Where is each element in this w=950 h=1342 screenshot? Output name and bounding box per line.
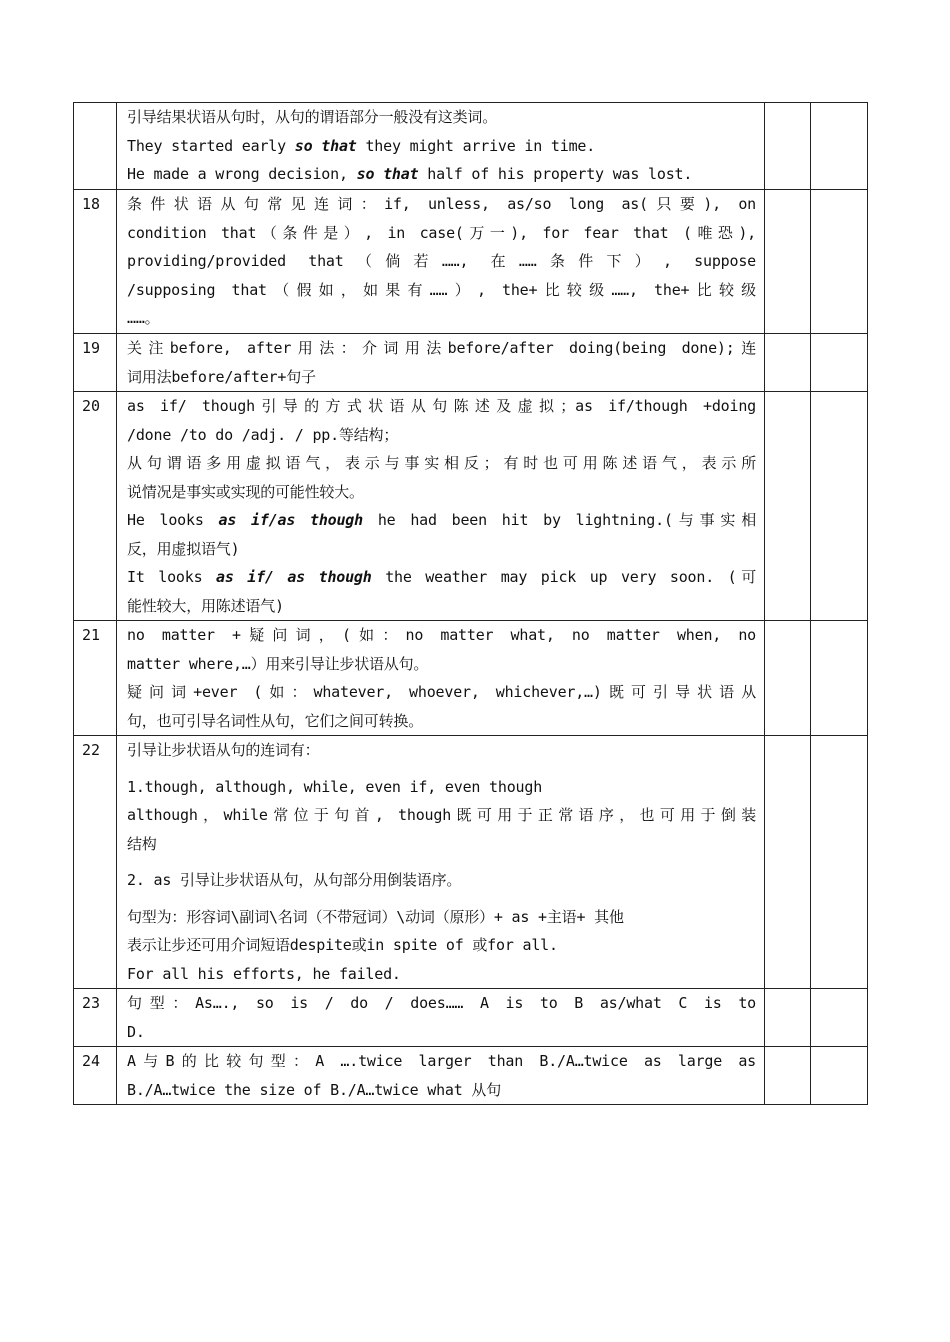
content-line: although，while常位于句首, though既可用于正常语序，也可用于倒装 (127, 806, 756, 824)
content-line: A与B的比较句型：A ….twice larger than B./A…twice as large as (127, 1052, 756, 1070)
row-content (117, 989, 765, 1047)
content-line: 句，也可引导名词性从句，它们之间可转换。 (127, 711, 424, 730)
row-number: 18 (74, 190, 117, 334)
example-line: It looks as if/ as though the weather may pick up very soon. (可 (127, 568, 756, 586)
content-line: B./A…twice the size of B./A…twice what 从句 (127, 1080, 502, 1099)
content-line: For all his efforts, he failed. (127, 964, 401, 983)
empty-cell (765, 334, 811, 392)
row-number: 22 (74, 736, 117, 989)
row-number (74, 103, 117, 190)
keyword-emphasis: so that (356, 165, 419, 183)
row-content (117, 736, 765, 989)
empty-cell (811, 736, 868, 989)
table-row (74, 392, 868, 621)
empty-cell (811, 621, 868, 736)
row-number: 23 (74, 989, 117, 1047)
content-line: providing/provided that（倘若……, 在……条件下）, suppose (127, 252, 756, 270)
empty-cell (811, 1047, 868, 1105)
keyword-emphasis: as if/as though (218, 511, 363, 529)
empty-cell (765, 621, 811, 736)
row-content (117, 334, 765, 392)
empty-cell (765, 736, 811, 989)
content-line: 关注before, after用法：介词用法before/after doing(being done);连 (127, 339, 756, 357)
row-content (117, 392, 765, 621)
content-line: no matter +疑问词，(如：no matter what, no matter when, no (127, 626, 756, 644)
table-row (74, 1047, 868, 1105)
empty-cell (811, 103, 868, 190)
empty-cell (811, 392, 868, 621)
content-line: 表示让步还可用介词短语despite或in spite of 或for all. (127, 936, 558, 954)
table-row (74, 621, 868, 736)
table-row (74, 736, 868, 989)
empty-cell (765, 103, 811, 190)
row-content (117, 103, 765, 190)
content-line: 引导结果状语从句时，从句的谓语部分一般没有这类词。 (127, 108, 498, 126)
row-content (117, 621, 765, 736)
empty-cell (765, 392, 811, 621)
example-line: He looks as if/as though he had been hit by lightning.(与事实相 (127, 511, 756, 529)
content-line: 引导让步状语从句的连词有： (127, 741, 320, 759)
content-line: 说情况是事实或实现的可能性较大。 (127, 482, 364, 501)
content-line: 结构 (127, 834, 157, 853)
content-line: 能性较大，用陈述语气) (127, 596, 284, 615)
keyword-emphasis: so that (294, 136, 357, 155)
content-line: 2. as 引导让步状语从句，从句部分用倒装语序。 (127, 871, 462, 889)
content-line: matter where,…）用来引导让步状语从句。 (127, 654, 429, 673)
content-line: 疑问词+ever (如：whatever, whoever, whichever,…)既可引导状语从 (127, 683, 756, 701)
keyword-emphasis: as if/ as though (216, 568, 372, 586)
content-line: as if/ though引导的方式状语从句陈述及虚拟；as if/though +doing (127, 397, 756, 415)
content-line: /done /to do /adj. / pp.等结构； (127, 425, 399, 444)
row-number: 20 (74, 392, 117, 621)
table-row (74, 190, 868, 334)
content-line: 从句谓语多用虚拟语气，表示与事实相反；有时也可用陈述语气，表示所 (127, 454, 756, 472)
table-row (74, 989, 868, 1047)
row-content (117, 190, 765, 334)
content-line: condition that（条件是）, in case(万一), for fear that (唯恐), (127, 223, 756, 242)
content-line: 条件状语从句常见连词：if, unless, as/so long as(只要), on (127, 195, 756, 213)
content-line: ……。 (127, 309, 160, 327)
example-line: They started early so that they might arrive in time. (127, 136, 596, 155)
empty-cell (765, 1047, 811, 1105)
table-row (74, 334, 868, 392)
example-line: He made a wrong decision, so that half of his property was lost. (127, 165, 693, 183)
row-number: 24 (74, 1047, 117, 1105)
content-line: D. (127, 1022, 145, 1041)
empty-cell (811, 334, 868, 392)
content-line: 句型为：形容词\副词\名词（不带冠词）\动词（原形）+ as +主语+ 其他 (127, 907, 624, 926)
row-content (117, 1047, 765, 1105)
grammar-table (73, 102, 868, 1105)
content-line: 反，用虚拟语气) (127, 539, 240, 558)
row-number: 21 (74, 621, 117, 736)
empty-cell (765, 190, 811, 334)
table-row (74, 103, 868, 190)
content-line: 词用法before/after+句子 (127, 367, 316, 386)
empty-cell (811, 190, 868, 334)
empty-cell (811, 989, 868, 1047)
content-line: 1.though, although, while, even if, even though (127, 777, 543, 796)
content-line: 句型：As…., so is / do / does…… A is to B as/what C is to (127, 994, 756, 1012)
empty-cell (765, 989, 811, 1047)
row-number: 19 (74, 334, 117, 392)
content-line: /supposing that（假如，如果有……）, the+比较级……, the+比较级 (127, 280, 756, 299)
